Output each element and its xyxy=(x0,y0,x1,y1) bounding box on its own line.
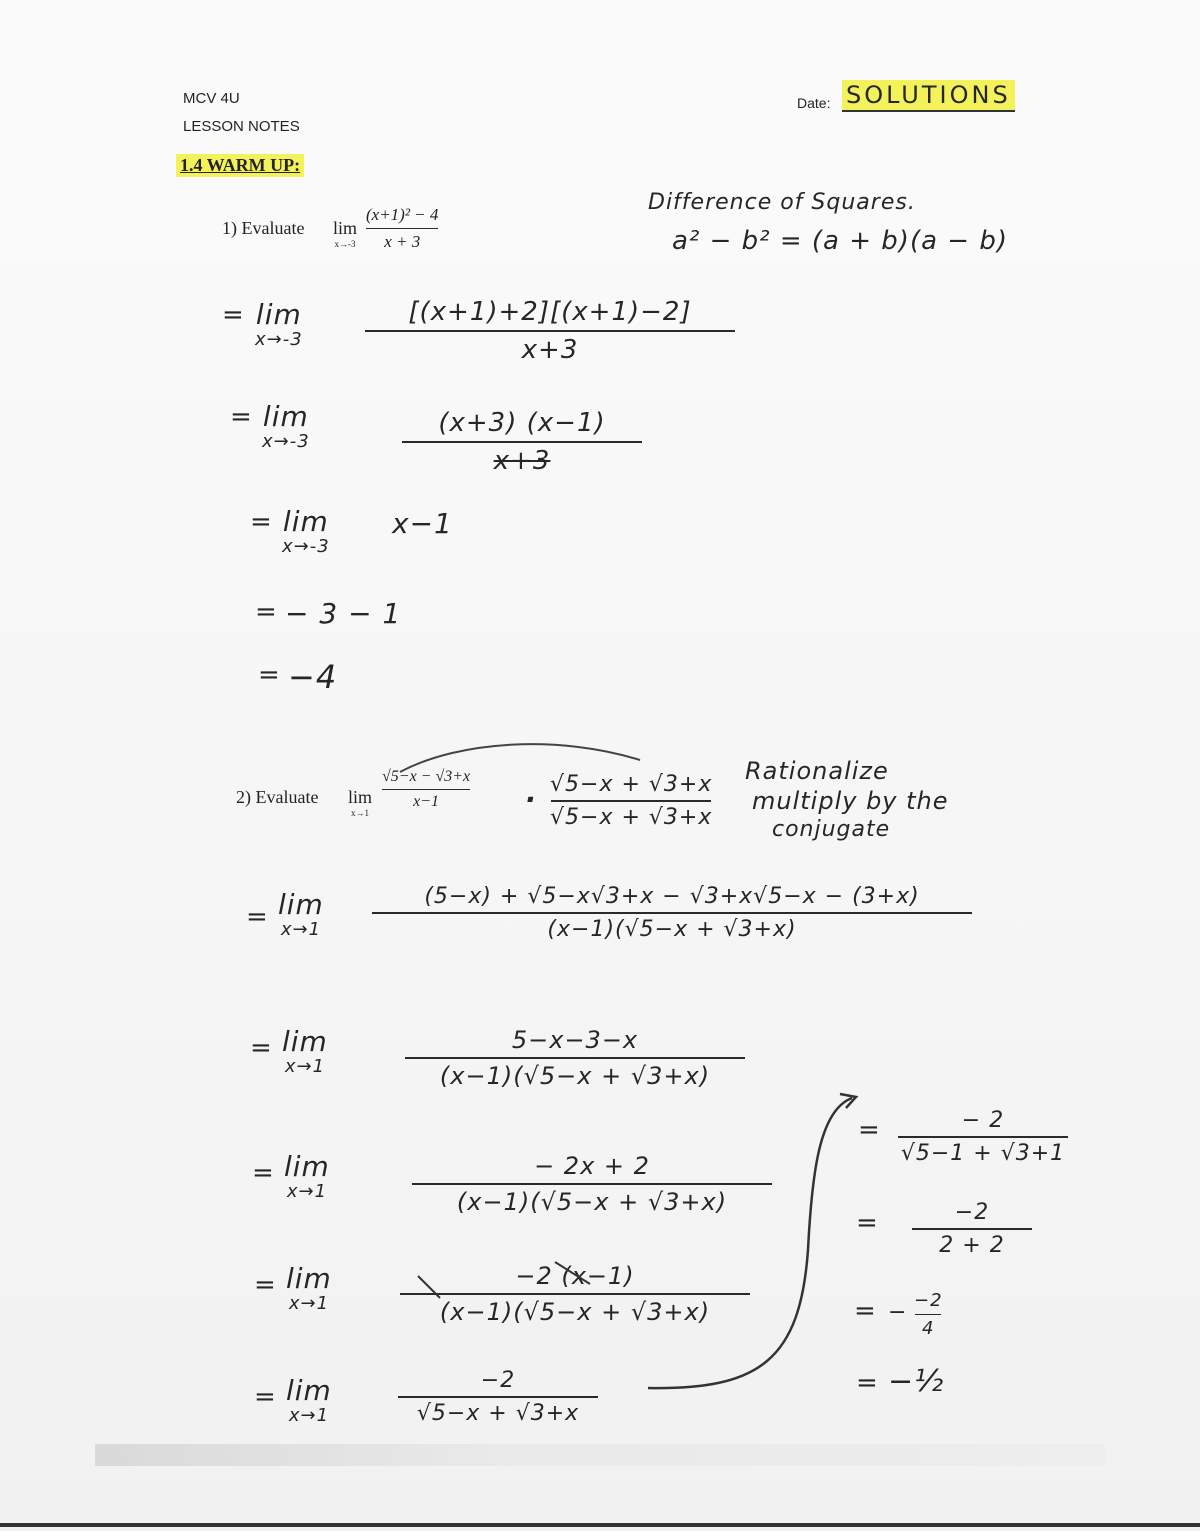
q1-step3-lim-sub: x→-3 xyxy=(282,536,330,557)
q2-step2-fraction xyxy=(405,1026,745,1090)
q1-step2-lim-sub: x→-3 xyxy=(262,431,310,452)
q1-step1-lim-word: lim xyxy=(255,298,302,331)
q2-right1-eq: = xyxy=(858,1115,881,1145)
q2-step5-num: −2 xyxy=(480,1368,516,1393)
q1-step2-den: x+3 xyxy=(493,446,551,476)
q2-step2-num: 5−x−3−x xyxy=(511,1026,639,1054)
q2-label: 2) Evaluate xyxy=(236,787,319,807)
q2-right2-num: −2 xyxy=(954,1200,990,1225)
q2-step5-lim-sub: x→1 xyxy=(288,1405,330,1426)
q2-step5-lim-word: lim xyxy=(286,1374,332,1407)
q1-step1-eq: = xyxy=(222,300,245,330)
q1-lim-sub: x→-3 xyxy=(334,239,356,249)
q2-right1-fraction xyxy=(898,1108,1068,1166)
lesson-notes-label: LESSON NOTES xyxy=(183,118,300,135)
q2-step1-fraction xyxy=(372,884,972,942)
q1-answer: −4 xyxy=(288,658,338,696)
q1-step3-lim-word: lim xyxy=(282,505,329,538)
q2-lim-word: lim xyxy=(348,787,373,807)
q2-right3-eq: = xyxy=(854,1296,877,1326)
section-title: 1.4 WARM UP: xyxy=(176,154,304,177)
q2-step4-num: −2 (x−1) xyxy=(515,1262,635,1290)
q2-step5-lim xyxy=(286,1374,332,1426)
q2-step3-eq: = xyxy=(252,1158,275,1188)
q1-limit xyxy=(333,218,357,249)
q2-step3-lim-sub: x→1 xyxy=(286,1181,328,1202)
q1-step2-eq: = xyxy=(230,402,253,432)
q2-step5-fraction xyxy=(398,1368,598,1426)
q2-step4-fraction xyxy=(400,1262,750,1326)
q2-step1-lim-word: lim xyxy=(278,888,324,921)
q2-step4-eq: = xyxy=(254,1270,277,1300)
q2-step2-lim xyxy=(282,1025,328,1077)
q1-denominator: x + 3 xyxy=(384,232,421,251)
continuation-arrowhead xyxy=(840,1094,856,1108)
q2-lim-sub: x→1 xyxy=(351,808,369,818)
q1-step3-lim xyxy=(282,505,330,557)
q2-final-answer: −½ xyxy=(888,1364,945,1399)
q2-right4-eq: = xyxy=(856,1368,879,1398)
q2-step3-fraction xyxy=(412,1152,772,1216)
page-bottom-border xyxy=(0,1523,1200,1527)
q1-fraction xyxy=(366,205,438,252)
q1-step2-lim xyxy=(262,400,310,452)
q2-step2-lim-word: lim xyxy=(282,1025,328,1058)
q1-step3-expr: x−1 xyxy=(392,507,453,540)
q2-step1-num: (5−x) + √5−x√3+x − √3+x√5−x − (3+x) xyxy=(424,884,920,909)
q2-right2-fraction xyxy=(912,1200,1032,1258)
q1-step2-num: (x+3) (x−1) xyxy=(438,408,606,438)
q2-right3-den: 4 xyxy=(922,1318,935,1339)
q2-dot: · xyxy=(525,783,537,816)
q1-label: 1) Evaluate xyxy=(222,218,305,238)
q2-limit xyxy=(348,787,372,818)
q2-right2-eq: = xyxy=(856,1208,879,1238)
q2-step2-lim-sub: x→1 xyxy=(284,1056,326,1077)
q1-step4-expr: − 3 − 1 xyxy=(285,597,402,630)
q1-numerator: (x+1)² − 4 xyxy=(366,205,439,224)
continuation-arrow xyxy=(648,1098,852,1388)
q2-step1-eq: = xyxy=(246,902,269,932)
q2-step4-lim-sub: x→1 xyxy=(288,1293,330,1314)
q1-note-formula: a² − b² = (a + b)(a − b) xyxy=(672,226,1008,256)
q2-step3-lim-word: lim xyxy=(284,1150,330,1183)
q2-conj-den: √5−x + √3+x xyxy=(550,805,713,830)
q2-step5-eq: = xyxy=(254,1382,277,1412)
q2-step4-lim-word: lim xyxy=(286,1262,332,1295)
q2-right3-prefix: − xyxy=(888,1300,908,1325)
q2-step2-eq: = xyxy=(250,1033,273,1063)
q2-right2-den: 2 + 2 xyxy=(939,1233,1005,1258)
q2-denominator: x−1 xyxy=(413,793,440,810)
q2-conjugate-fraction xyxy=(550,772,712,830)
q2-conj-num: √5−x + √3+x xyxy=(550,772,713,797)
q1-step1-lim xyxy=(255,298,303,350)
q2-step3-lim xyxy=(284,1150,330,1202)
q2-note-2: multiply by the xyxy=(752,787,949,815)
q1-step1-num: [(x+1)+2][(x+1)−2] xyxy=(408,297,692,327)
q1-note-title: Difference of Squares. xyxy=(648,190,916,215)
q1-step2-lim-word: lim xyxy=(262,400,309,433)
q2-right1-num: − 2 xyxy=(961,1108,1005,1133)
q1-step5-eq: = xyxy=(258,660,281,690)
scan-shadow xyxy=(95,1444,1105,1466)
q1-step1-den: x+3 xyxy=(521,335,579,365)
q1-step1-fraction xyxy=(365,297,735,365)
q2-step3-num: − 2x + 2 xyxy=(534,1152,650,1180)
q2-step1-lim xyxy=(278,888,324,940)
q2-right1-den: √5−1 + √3+1 xyxy=(900,1141,1066,1166)
q1-step2-fraction xyxy=(402,408,642,476)
q2-step4-lim xyxy=(286,1262,332,1314)
q2-step2-den: (x−1)(√5−x + √3+x) xyxy=(439,1062,711,1090)
q2-right3-num: −2 xyxy=(914,1290,943,1311)
q2-note-1: Rationalize xyxy=(745,757,889,785)
date-label: Date: xyxy=(797,95,831,111)
q2-step1-den: (x−1)(√5−x + √3+x) xyxy=(547,917,797,942)
date-value: SOLUTIONS xyxy=(842,80,1015,112)
q1-step1-lim-sub: x→-3 xyxy=(255,329,303,350)
q2-step1-lim-sub: x→1 xyxy=(280,919,322,940)
q2-numerator: √5−x − √3+x xyxy=(382,768,471,785)
q2-step3-den: (x−1)(√5−x + √3+x) xyxy=(456,1188,728,1216)
q2-step5-den: √5−x + √3+x xyxy=(416,1401,580,1426)
q1-lim-word: lim xyxy=(333,218,358,238)
q1-step3-eq: = xyxy=(250,507,273,537)
q2-right3-fraction xyxy=(914,1290,943,1339)
q2-note-3: conjugate xyxy=(772,817,891,842)
course-code: MCV 4U xyxy=(183,90,240,107)
q2-fraction xyxy=(382,768,470,811)
q2-step4-den: (x−1)(√5−x + √3+x) xyxy=(439,1298,711,1326)
q1-step4-eq: = xyxy=(255,597,278,627)
